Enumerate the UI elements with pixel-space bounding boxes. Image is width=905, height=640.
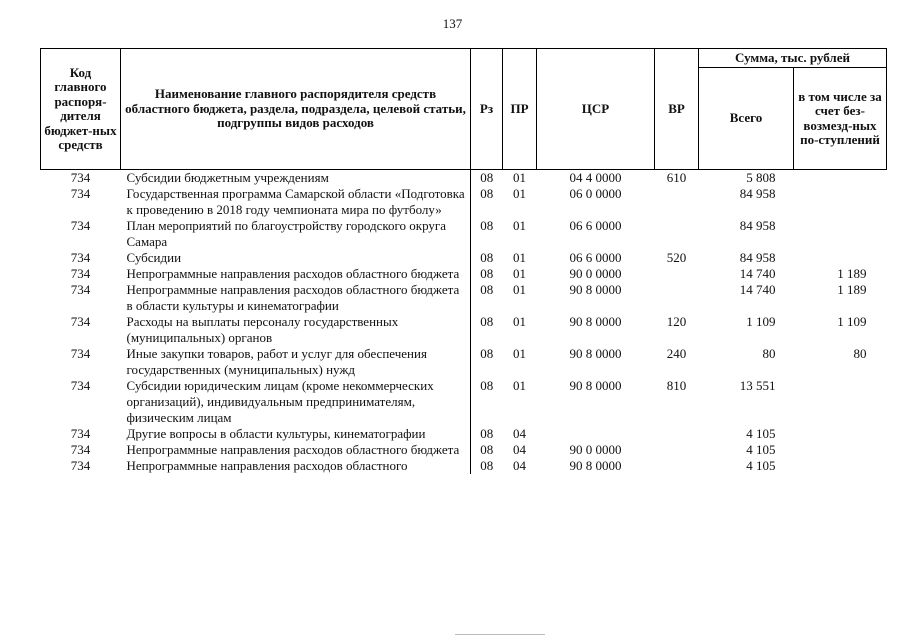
cell-vr: 810	[666, 378, 687, 393]
cell-pr: 04	[513, 426, 526, 441]
cell-total: 80	[762, 346, 776, 361]
cell-kod: 734	[70, 378, 91, 393]
cell-pr: 01	[513, 250, 526, 265]
cell-name: Расходы на выплаты персоналу государственных (муниципальных) органов	[126, 314, 399, 345]
cell-vr	[655, 426, 699, 442]
cell-name: Субсидии	[126, 250, 182, 265]
cell-vr	[655, 218, 699, 250]
cell-pr: 01	[513, 378, 526, 393]
budget-table	[40, 48, 887, 474]
cell-name: Другие вопросы в области культуры, кинематографии	[126, 426, 426, 441]
cell-vr	[655, 266, 699, 282]
cell-csr: 90 8 0000	[569, 378, 622, 393]
cell-csr: 90 0 0000	[569, 266, 622, 281]
cell-csr: 90 8 0000	[569, 282, 622, 297]
cell-rz: 08	[471, 218, 503, 250]
cell-kod: 734	[70, 314, 91, 329]
cell-total: 14 740	[739, 266, 776, 281]
table-row	[41, 442, 887, 458]
cell-name: Непрограммные направления расходов областного	[126, 458, 408, 473]
cell-kod: 734	[70, 442, 91, 457]
cell-csr: 06 0 0000	[569, 186, 622, 201]
cell-free	[794, 458, 887, 474]
cell-vr	[655, 442, 699, 458]
cell-pr: 01	[513, 170, 526, 185]
cell-total: 5 808	[746, 170, 776, 185]
table-row	[41, 426, 887, 442]
cell-free: 80	[853, 346, 867, 361]
table-body	[41, 170, 887, 475]
cell-total: 4 105	[746, 442, 776, 457]
cell-free: 1 109	[837, 314, 867, 329]
cell-kod: 734	[70, 218, 91, 233]
cell-total: 14 740	[739, 282, 776, 297]
table-row	[41, 266, 887, 282]
cell-free	[794, 170, 887, 187]
cell-rz: 08	[471, 442, 503, 458]
header-summa: Сумма, тыс. рублей	[699, 49, 887, 68]
cell-csr: 90 8 0000	[569, 346, 622, 361]
header-vr: ВР	[655, 49, 699, 170]
cell-name: Государственная программа Самарской области «Подготовка к проведению в 2018 году чемпионата мира по футболу»	[126, 186, 465, 217]
cell-name: Иные закупки товаров, работ и услуг для обеспечения государственных (муниципальных) нужд	[126, 346, 427, 377]
cell-kod: 734	[70, 282, 91, 297]
cell-total: 4 105	[746, 458, 776, 473]
table-row	[41, 346, 887, 378]
header-name: Наименование главного распорядителя средств областного бюджета, раздела, подраздела, целевой статьи, подгруппы видов расходов	[121, 49, 471, 170]
cell-name: Непрограммные направления расходов областного бюджета	[126, 266, 460, 281]
cell-rz: 08	[471, 314, 503, 346]
cell-free	[794, 218, 887, 250]
cell-rz: 08	[471, 170, 503, 187]
cell-pr: 01	[513, 186, 526, 201]
cell-rz: 08	[471, 250, 503, 266]
cell-vr: 520	[666, 250, 687, 265]
cell-csr: 04 4 0000	[569, 170, 622, 185]
table-row	[41, 250, 887, 266]
cell-total: 4 105	[746, 426, 776, 441]
cell-csr: 90 0 0000	[569, 442, 622, 457]
cell-vr: 120	[666, 314, 687, 329]
cell-rz: 08	[471, 378, 503, 426]
header-total: Всего	[699, 68, 794, 170]
cell-total: 13 551	[739, 378, 776, 393]
cell-pr: 01	[513, 266, 526, 281]
cell-kod: 734	[70, 346, 91, 361]
cell-free	[794, 250, 887, 266]
page-number: 137	[442, 16, 463, 31]
table-row	[41, 314, 887, 346]
cell-total: 84 958	[739, 250, 776, 265]
cell-vr	[655, 458, 699, 474]
cell-name: Непрограммные направления расходов областного бюджета в области культуры и кинематографии	[126, 282, 460, 313]
cell-vr	[655, 282, 699, 314]
cell-pr: 01	[513, 282, 526, 297]
cell-name: Субсидии юридическим лицам (кроме некоммерческих организаций), индивидуальным предпринимателям, физическим лицам	[126, 378, 434, 425]
cell-rz: 08	[471, 346, 503, 378]
cell-name: План мероприятий по благоустройству городского округа Самара	[126, 218, 446, 249]
cell-total: 84 958	[739, 186, 776, 201]
cell-pr: 04	[513, 458, 526, 473]
table-row	[41, 458, 887, 474]
cell-kod: 734	[70, 426, 91, 441]
table-row	[41, 218, 887, 250]
cell-free: 1 189	[837, 266, 867, 281]
cell-free: 1 189	[837, 282, 867, 297]
scan-artifact	[455, 634, 545, 637]
header-pr: ПР	[503, 49, 537, 170]
cell-free	[794, 442, 887, 458]
cell-name: Субсидии бюджетным учреждениям	[126, 170, 329, 185]
cell-rz: 08	[471, 282, 503, 314]
header-rz: Рз	[471, 49, 503, 170]
cell-rz: 08	[471, 266, 503, 282]
table-header	[41, 49, 887, 170]
header-kod: Код главного распоря-дителя бюджет-ных средств	[41, 49, 121, 170]
cell-rz: 08	[471, 186, 503, 218]
cell-total: 84 958	[739, 218, 776, 233]
cell-rz: 08	[471, 426, 503, 442]
cell-kod: 734	[70, 458, 91, 473]
cell-free	[794, 186, 887, 218]
cell-vr	[655, 186, 699, 218]
cell-csr: 06 6 0000	[569, 218, 622, 233]
cell-csr: 90 8 0000	[569, 314, 622, 329]
header-free: в том числе за счет без-возмезд-ных по-ступлений	[794, 68, 887, 170]
cell-pr: 01	[513, 218, 526, 233]
table-row	[41, 170, 887, 187]
cell-pr: 01	[513, 314, 526, 329]
cell-name: Непрограммные направления расходов областного бюджета	[126, 442, 460, 457]
cell-vr: 610	[666, 170, 687, 185]
cell-csr: 90 8 0000	[569, 458, 622, 473]
cell-csr: 06 6 0000	[569, 250, 622, 265]
cell-pr: 01	[513, 346, 526, 361]
table-row	[41, 282, 887, 314]
cell-total: 1 109	[746, 314, 776, 329]
cell-kod: 734	[70, 266, 91, 281]
cell-pr: 04	[513, 442, 526, 457]
cell-kod: 734	[70, 186, 91, 201]
cell-kod: 734	[70, 250, 91, 265]
cell-vr: 240	[666, 346, 687, 361]
cell-rz: 08	[471, 458, 503, 474]
header-csr: ЦСР	[537, 49, 655, 170]
cell-kod: 734	[70, 170, 91, 185]
cell-csr	[537, 426, 655, 442]
table-row	[41, 186, 887, 218]
table-row	[41, 378, 887, 426]
cell-free	[794, 378, 887, 426]
cell-free	[794, 426, 887, 442]
